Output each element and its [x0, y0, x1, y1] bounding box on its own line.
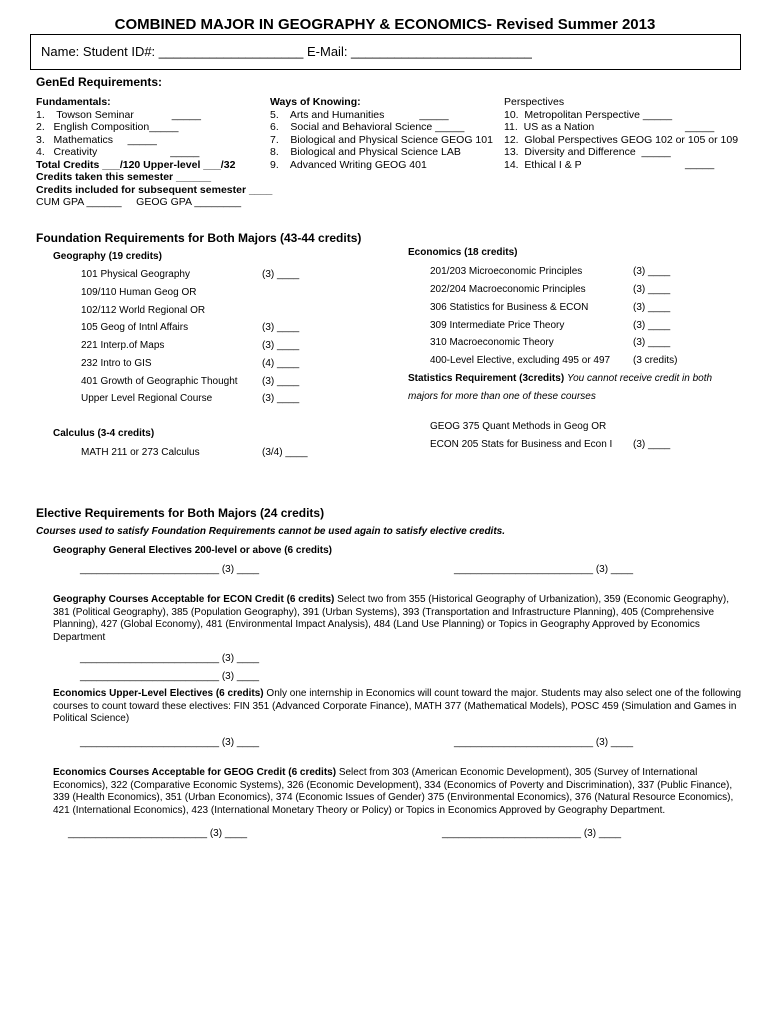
geography-course-credit[interactable]: (4) ____ [262, 358, 300, 369]
geography-course-credit[interactable]: (3) ____ [262, 269, 300, 280]
ways-line: 9. Advanced Writing GEOG 401 [270, 158, 427, 171]
statistics-requirement [408, 373, 712, 384]
credits-subsequent-line: Credits included for subsequent semester ____ [36, 183, 273, 196]
ways-line: 7. Biological and Physical Science GEOG 101 [270, 133, 493, 146]
economics-course-credit[interactable]: (3) ____ [633, 320, 671, 331]
ways-line: 6. Social and Behavioral Science _____ [270, 121, 465, 133]
name-line: Name: Student ID#: ____________________ E-Mail: _________________________ [41, 44, 532, 59]
us-nation-blank: _____ [685, 121, 715, 133]
gened-heading: GenEd Requirements: [36, 75, 163, 89]
ways-line: 5. Arts and Humanities _____ [270, 108, 449, 121]
statistics-course-econ: ECON 205 Stats for Business and Econ I [430, 439, 613, 450]
economics-heading: Economics (18 credits) [408, 247, 518, 258]
econ-geog-blank-1[interactable]: _________________________ (3) ____ [68, 828, 248, 839]
perspectives-line: 14. Ethical I & P [504, 158, 582, 171]
statistics-note: You cannot receive credit in both [566, 373, 713, 384]
geog-econ-blank-2[interactable]: _________________________ (3) ____ [80, 671, 260, 682]
economics-course-credit[interactable]: (3) ____ [633, 266, 671, 277]
calculus-credit: (3/4) ____ [262, 447, 308, 458]
econ-geog-heading: Economics Courses Acceptable for GEOG Credit (6 credits) [53, 767, 337, 778]
fundamentals-heading: Fundamentals: [36, 96, 111, 108]
geography-course-name: 109/110 Human Geog OR [81, 287, 197, 298]
economics-course-credit[interactable]: (3) ____ [633, 284, 671, 295]
perspectives-line: 12. Global Perspectives GEOG 102 or 105 or 109 [504, 133, 739, 146]
econ-geog-paragraph [53, 767, 743, 817]
geography-course-name: 401 Growth of Geographic Thought [81, 376, 238, 387]
geography-course-name: 105 Geog of Intnl Affairs [81, 322, 189, 333]
perspectives-line: 10. Metropolitan Perspective _____ [504, 108, 673, 121]
foundation-heading: Foundation Requirements for Both Majors (43-44 credits) [36, 231, 362, 245]
geog-econ-text: Select two from 355 (Historical Geography of Urbanization), 359 (Economic Geography), 381 (Political Geography), 385 (Population Geography), 391 (Urban Systems), 393 (Transportation and Infrastructure Planning), 405 (Comprehensive Planning), 427 (Global Economy), 481 (Environmental Impact Analysis), 484 (Land Use Planning) or Topics in Geography Approved by Economics Department [53, 594, 729, 643]
geog-general-blank-1[interactable]: _________________________ (3) ____ [80, 564, 260, 575]
econ-upper-blank-1[interactable]: _________________________ (3) ____ [80, 737, 260, 748]
fundamentals-line: 2. English Composition_____ [36, 121, 179, 133]
econ-geog-text: Select from 303 (American Economic Development), 305 (Survey of International Economics), 322 (Comparative Economic Systems), 326 (Economic Development), 334 (Economics of Poverty and Discrimination), 337 (Public Finance), 339 (Health Economics), 351 (Urban Economics), 374 (Economic Issues of Gender) 375 (Environmental Economics), 376 (Natural Resource Economics), 421 (International Economics), 423 (International Monetary Theory or Policy) or Topics in Economics Approved by Geography Department. [53, 767, 734, 816]
elective-heading: Elective Requirements for Both Majors (24 credits) [36, 506, 325, 520]
geog-general-heading: Geography General Electives 200-level or above (6 credits) [53, 545, 333, 556]
fundamentals-line: 1. Towson Seminar _____ [36, 108, 201, 121]
econ-upper-paragraph [53, 688, 743, 726]
econ-geog-blank-2[interactable]: _________________________ (3) ____ [442, 828, 622, 839]
elective-note: Courses used to satisfy Foundation Requirements cannot be used again to satisfy elective credits. [36, 526, 506, 537]
ethical-blank: _____ [685, 158, 715, 170]
name-id-email-box[interactable] [30, 34, 741, 70]
economics-course-name: 201/203 Microeconomic Principles [430, 266, 583, 277]
statistics-course-geog: GEOG 375 Quant Methods in Geog OR [430, 421, 607, 432]
geography-course-name: 102/112 World Regional OR [81, 305, 206, 316]
credits-this-semester-line: Credits taken this semester ______ [36, 171, 212, 183]
geography-course-credit[interactable]: (3) ____ [262, 376, 300, 387]
geography-heading: Geography (19 credits) [53, 251, 162, 262]
fundamentals-line: 4. Creativity _____ [36, 146, 200, 158]
geography-course-name: 232 Intro to GIS [81, 358, 152, 369]
economics-course-credit[interactable]: (3 credits) [633, 355, 678, 366]
economics-course-name: 306 Statistics for Business & ECON [430, 302, 589, 313]
economics-course-credit[interactable]: (3) ____ [633, 337, 671, 348]
geog-econ-heading: Geography Courses Acceptable for ECON Credit (6 credits) [53, 594, 335, 605]
fundamentals-block [36, 96, 272, 209]
perspectives-heading: Perspectives [504, 96, 565, 108]
geography-course-credit[interactable]: (3) ____ [262, 393, 300, 404]
calculus-course: MATH 211 or 273 Calculus [81, 447, 200, 458]
economics-course-name: 400-Level Elective, excluding 495 or 497 [430, 355, 611, 366]
geography-course-name: 101 Physical Geography [81, 269, 190, 280]
econ-upper-heading: Economics Upper-Level Electives (6 credits) [53, 688, 264, 699]
ways-line: 8. Biological and Physical Science LAB [270, 146, 461, 158]
economics-course-credit[interactable]: (3) ____ [633, 302, 671, 313]
perspectives-line: 13. Diversity and Difference _____ [504, 146, 671, 158]
geography-course-credit[interactable]: (3) ____ [262, 322, 300, 333]
ways-of-knowing-block [270, 96, 493, 171]
geography-course-credit[interactable]: (3) ____ [262, 340, 300, 351]
fundamentals-line: 3. Mathematics _____ [36, 133, 157, 146]
gpa-line: CUM GPA ______ GEOG GPA ________ [36, 196, 242, 208]
perspectives-line: 11. US as a Nation [504, 121, 595, 133]
geog-econ-blank-1[interactable]: _________________________ (3) ____ [80, 653, 260, 664]
geography-course-name: Upper Level Regional Course [81, 393, 213, 404]
econ-upper-blank-2[interactable]: _________________________ (3) ____ [454, 737, 634, 748]
geog-econ-paragraph [53, 594, 743, 644]
statistics-credit: (3) ____ [633, 439, 671, 450]
econ-upper-text: Only one internship in Economics will count toward the major. Students may also select one of the following courses to count toward these electives: FIN 351 (Advanced Corporate Finance), MATH 377 (Mathematical Models), POSC 459 (Simulation and Games in Political Science) [53, 688, 742, 724]
statistics-heading: Statistics Requirement (3credits) [408, 373, 565, 384]
ways-heading: Ways of Knowing: [270, 96, 361, 108]
page-title: COMBINED MAJOR IN GEOGRAPHY & ECONOMICS- Revised Summer 2013 [114, 16, 656, 33]
economics-course-name: 309 Intermediate Price Theory [430, 320, 565, 331]
geog-general-blank-2[interactable]: _________________________ (3) ____ [454, 564, 634, 575]
geography-course-name: 221 Interp.of Maps [81, 340, 165, 351]
calculus-heading: Calculus (3-4 credits) [53, 428, 155, 439]
total-credits-line: Total Credits ___/120 Upper-level ___/32 [36, 158, 236, 171]
statistics-note-2: majors for more than one of these courses [408, 391, 596, 402]
economics-course-name: 310 Macroeconomic Theory [430, 337, 554, 348]
economics-course-name: 202/204 Macroeconomic Principles [430, 284, 586, 295]
